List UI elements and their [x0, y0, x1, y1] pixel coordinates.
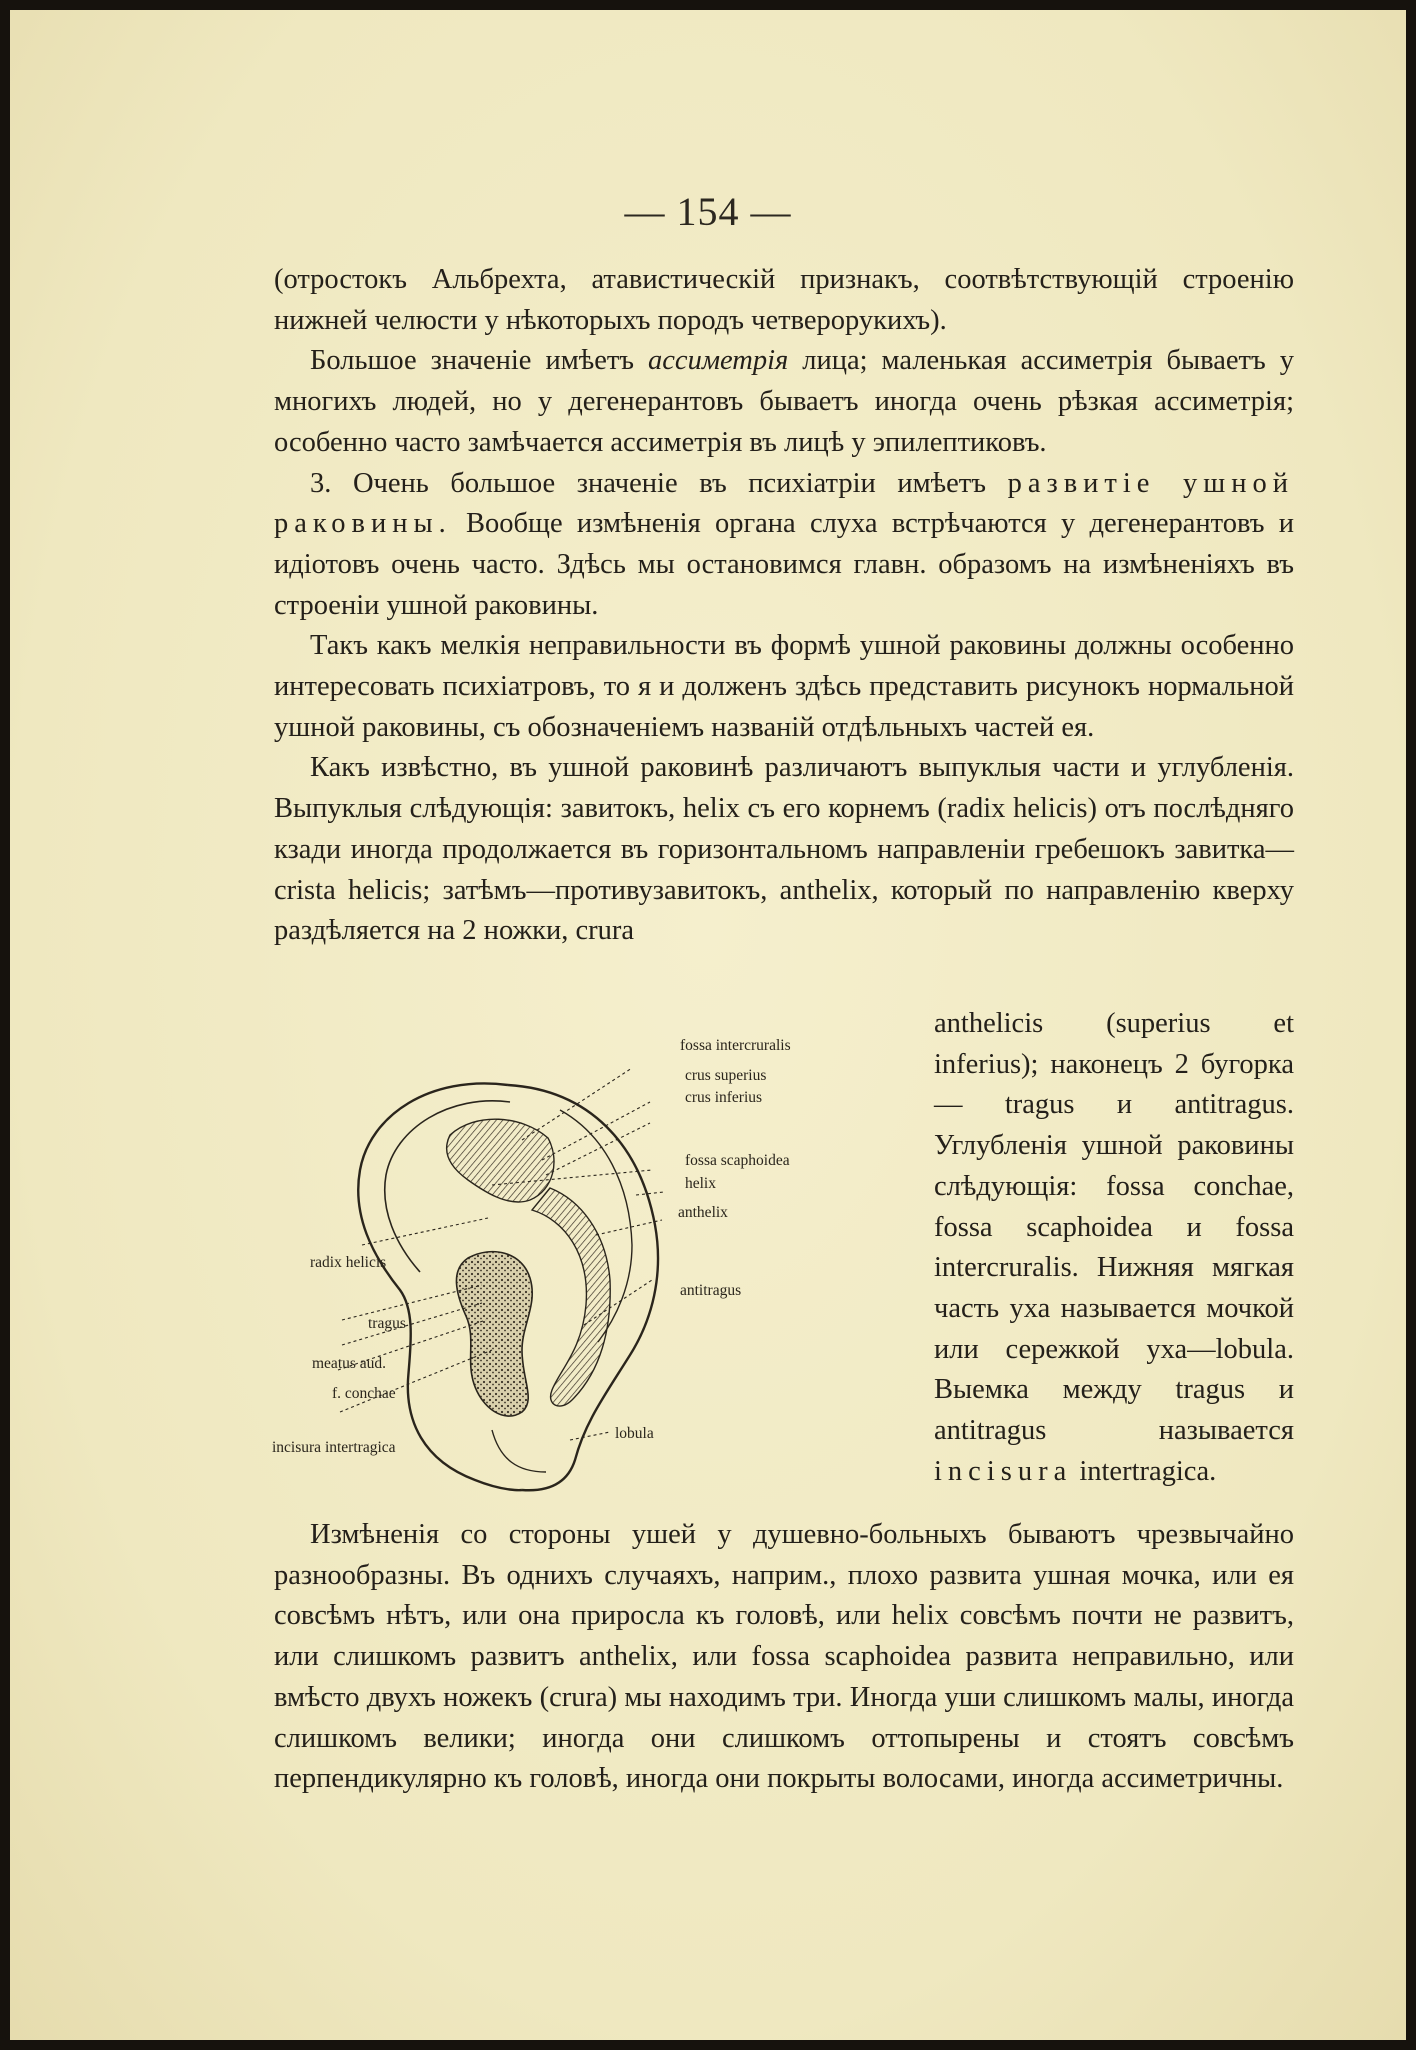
label-helix: helix — [685, 1175, 716, 1192]
paragraph-small-irregularities: Такъ какъ мелкія неправильности въ формѣ ушной раковины должны особенно интересовать психіатровъ, то я и долженъ здѣсь представить рисунокъ нормальной ушной раковины, съ обозначеніемъ названій отдѣльныхъ частей ея. — [274, 630, 1294, 743]
label-fossa-scaphoidea: fossa scaphoidea — [685, 1152, 790, 1169]
lower-text-block — [274, 1515, 1294, 1800]
paragraph-ear-development — [274, 464, 1294, 627]
label-fossa-intercruralis: fossa intercruralis — [680, 1037, 791, 1054]
label-crus-inferius: crus inferius — [685, 1089, 763, 1106]
label-anthelix: anthelix — [678, 1204, 728, 1221]
ear-diagram — [260, 1020, 920, 1510]
ear-before: 3. Очень большое значеніе въ психіатріи имѣетъ — [310, 467, 1008, 499]
anthelix-region — [532, 1188, 610, 1406]
label-f-conchae: f. conchae — [332, 1385, 396, 1402]
ear-spaced: развитіе ушной раковины. — [274, 467, 1295, 540]
paragraph-side — [934, 1004, 1294, 1492]
label-crus-superius: crus superius — [685, 1067, 767, 1084]
side-spaced: incisura — [934, 1455, 1073, 1487]
label-radix-helicis: radix helicis — [310, 1254, 387, 1271]
ear-figure — [260, 1020, 920, 1510]
label-antitragus: antitragus — [680, 1282, 742, 1299]
concha-region — [456, 1252, 532, 1416]
paragraph-asymmetry — [274, 341, 1294, 463]
ear-after: Вообще измѣненія органа слуха встрѣчаются у дегенерантовъ и идіотовъ очень часто. Здѣсь мы остановимся главн. образомъ на измѣненіяхъ въ строеніи ушной раковины. — [274, 508, 1294, 621]
asym-before: Большое значеніе имѣетъ — [310, 345, 649, 377]
paragraph-albrecht: (отростокъ Альбрехта, атавистическій признакъ, соотвѣтствующій строенію нижней челюсти у нѣкоторыхъ породъ четверорукихъ). — [274, 264, 1294, 336]
fossa-region — [447, 1119, 554, 1202]
label-lobula: lobula — [615, 1425, 654, 1442]
asym-term: ассиметрія — [648, 345, 789, 377]
label-tragus: tragus — [368, 1315, 406, 1332]
label-meatus-aud: meatus aud. — [312, 1355, 387, 1372]
paragraph-changes: Измѣненія со стороны ушей у душевно-больныхъ бываютъ чрезвычайно разнообразны. Въ однихъ случаяхъ, наприм., плохо развита ушная мочка, или ея совсѣмъ нѣтъ, или она приросла къ головѣ, или helix совсѣмъ почти не развитъ, или слишкомъ развитъ anthelix, или fossa scaphoidea развита неправильно, или вмѣсто двухъ ножекъ (crura) мы находимъ три. Иногда уши слишкомъ малы, иногда слишкомъ велики; иногда они слишкомъ оттопырены и стоятъ совсѣмъ перпендикулярно къ головѣ, иногда они покрыты волосами, иногда ассиметричны. — [274, 1519, 1294, 1795]
page-number: — 154 — — [624, 189, 792, 234]
upper-text-block — [274, 260, 1294, 952]
paragraph-as-known: Какъ извѣстно, въ ушной раковинѣ различаютъ выпуклыя части и углубленія. Выпуклыя слѣдующія: завитокъ, helix съ его корнемъ (radix helicis) отъ послѣдняго кзади иногда продолжается въ горизонтальномъ направленіи гребешокъ завитка—crista helicis; затѣмъ—противузавитокъ, anthelix, который по направленію кверху раздѣляется на 2 ножки, crura — [274, 752, 1294, 947]
label-incisura-intertragica: incisura intertragica — [272, 1439, 396, 1456]
book-page — [10, 10, 1406, 2040]
asym-after: лица; маленькая ассиметрія бываетъ у многихъ людей, но у дегенерантовъ бываетъ иногда очень рѣзкая ассиметрія; особенно часто замѣчается ассиметрія въ лицѣ у эпилептиковъ. — [274, 345, 1294, 458]
figure-side-text — [934, 1004, 1294, 1492]
side-after: intertragica. — [1072, 1455, 1217, 1487]
side-before: anthelicis (superius et inferius); наконецъ 2 бугорка — tragus и antitragus. Углубленія ушной раковины слѣдующія: fossa conchae, fossa scaphoidea и fossa intercruralis. Нижняя мягкая часть уха называется мочкой или сережкой уха—lobula. Выемка между tragus и antitragus называется — [934, 1008, 1294, 1447]
lobula-outline — [492, 1430, 546, 1472]
